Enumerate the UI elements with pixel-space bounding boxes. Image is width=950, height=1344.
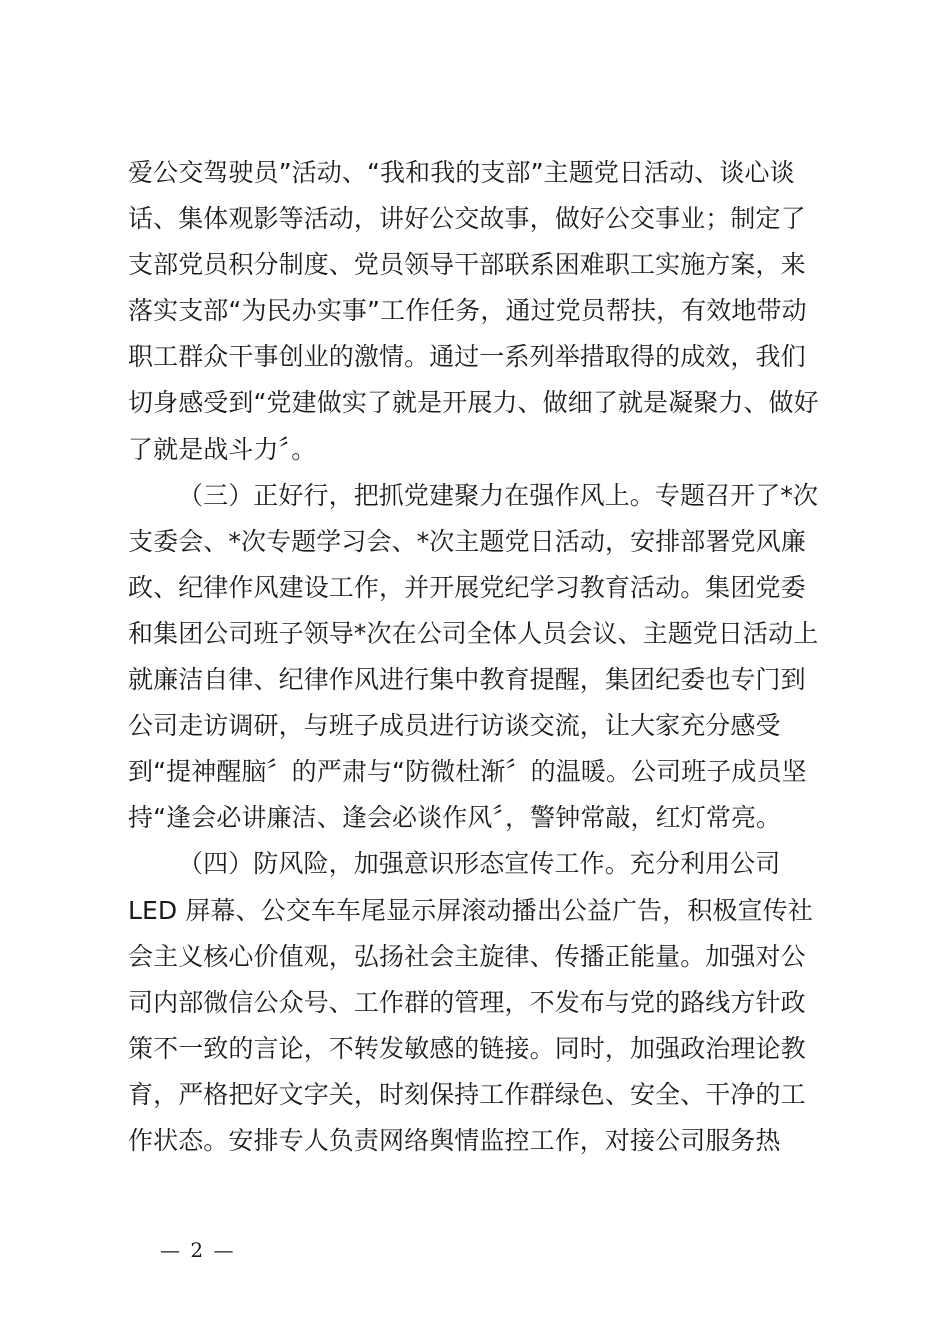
text-line: 会主义核心价值观，弘扬社会主旋律、传播正能量。加强对公 (128, 941, 806, 971)
text-line: 爱公交驾驶员”活动、“我和我的支部”主题党日活动、谈心谈 (128, 158, 795, 187)
text-line: LED 屏幕、公交车车尾显示屏滚动播出公益广告，积极宣传社 (128, 895, 813, 925)
text-line: 到“提神醒脑〞的严肃与“防微杜渐〞的温暖。公司班子成员坚 (128, 757, 807, 787)
text-line: 支部党员积分制度、党员领导干部联系困难职工实施方案，来 (128, 250, 806, 280)
text-line: 政、纪律作风建设工作，并开展党纪学习教育活动。集团党委 (128, 572, 806, 602)
text-line: 落实支部“为民办实事”工作任务，通过党员帮扶，有效地带动 (128, 296, 807, 326)
text-line: 了就是战斗力〞。 (128, 434, 317, 464)
text-line: 作状态。安排专人负责网络舆情监控工作，对接公司服务热 (128, 1125, 781, 1155)
text-line: 公司走访调研，与班子成员进行访谈交流，让大家充分感受 (128, 711, 781, 741)
text-line: 职工群众干事创业的激情。通过一系列举措取得的成效，我们 (128, 342, 806, 372)
text-line: 话、集体观影等活动，讲好公交故事，做好公交事业；制定了 (128, 204, 806, 234)
text-line: 切身感受到“党建做实了就是开展力、做细了就是凝聚力、做好 (128, 388, 819, 418)
text-line: 司内部微信公众号、工作群的管理，不发布与党的路线方针政 (128, 987, 806, 1017)
text-line: 策不一致的言论，不转发敏感的链接。同时，加强政治理论教 (128, 1033, 806, 1063)
text-line: 就廉洁自律、纪律作风进行集中教育提醒，集团纪委也专门到 (128, 665, 806, 695)
body-text (128, 150, 848, 1164)
text-line: 持“逢会必讲廉洁、逢会必谈作风〞，警钟常敲，红灯常亮。 (128, 803, 782, 833)
text-line: 育，严格把好文字关，时刻保持工作群绿色、安全、干净的工 (128, 1079, 806, 1109)
paragraph-first-line: （四）防风险，加强意识形态宣传工作。充分利用公司 (178, 849, 781, 879)
text-line: 支委会、*次专题学习会、*次主题党日活动，安排部署党风廉 (128, 526, 806, 556)
text-line: 和集团公司班子领导*次在公司全体人员会议、主题党日活动上 (128, 618, 819, 648)
paragraph-first-line: （三）正好行，把抓党建聚力在强作风上。专题召开了*次 (178, 480, 819, 510)
page-number: — 2 — (160, 1238, 236, 1262)
